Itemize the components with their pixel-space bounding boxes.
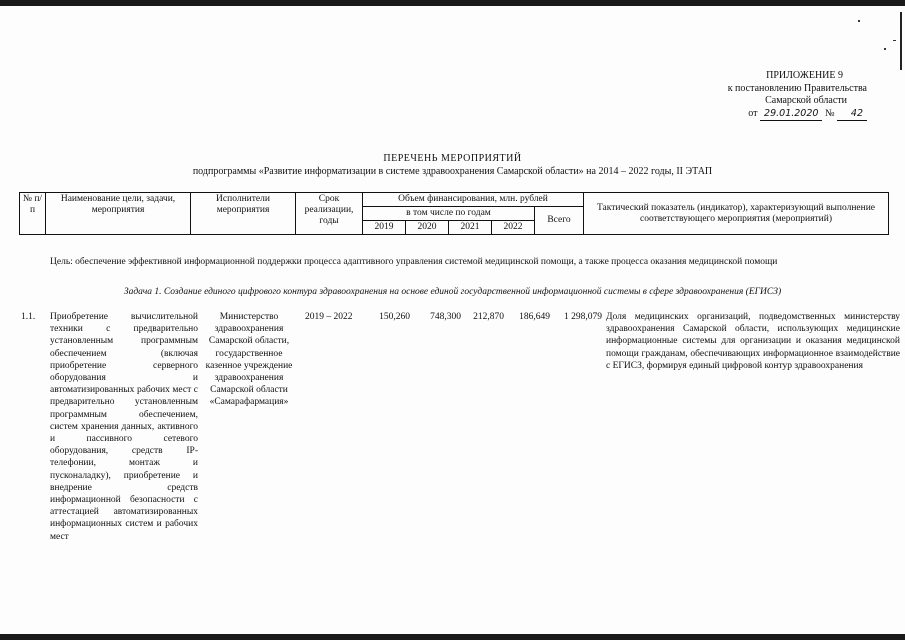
task-line: [0, 287, 905, 297]
header-indicator: Тактический показатель (индикатор), характеризующий выполнение соответствующего мероприятия (мероприятий): [584, 193, 889, 235]
row-value-total: 1 298,079: [564, 312, 602, 322]
appendix-line-1: к постановлению Правительства: [727, 82, 867, 94]
row-value-2020: 748,300: [430, 312, 461, 322]
header-total: Всего: [535, 207, 584, 235]
header-year-2021: 2021: [449, 221, 492, 235]
appendix-date: 29.01.2020: [760, 108, 822, 122]
row-value-2022: 186,649: [519, 312, 550, 322]
scan-bottom-border: [0, 634, 905, 640]
task-text: Создание единого цифрового контура здравоохранения на основе единой государственной информационной системы в сфере здравоохранения (ЕГИСЗ): [163, 287, 782, 297]
appendix-title: ПРИЛОЖЕНИЕ 9: [766, 70, 843, 81]
scan-right-mark: [900, 12, 902, 70]
scan-speck: [884, 48, 886, 50]
appendix-number-label: №: [824, 107, 835, 119]
task-label: Задача 1.: [123, 287, 162, 297]
appendix-from-label: от: [748, 107, 758, 119]
scan-speck: [858, 20, 860, 22]
appendix-signature-line: [728, 108, 867, 122]
row-indicator: Доля медицинских организаций, подведомственных министерству здравоохранения Самарской области, использующих медицинские информационные системы для организации и оказания медицинской помощи гражданам, обеспечивающих информационное взаимодействие с ЕГИСЗ, формируя единый цифровой контур здравоохранения: [606, 312, 900, 371]
header-term: Срок реализации, годы: [296, 193, 363, 235]
scan-speck: [893, 40, 896, 41]
scan-top-border: [0, 0, 905, 6]
document-title: ПЕРЕЧЕНЬ МЕРОПРИЯТИЙ: [383, 153, 522, 164]
header-num: № п/п: [20, 193, 46, 235]
row-number: 1.1.: [21, 312, 36, 322]
appendix-line-2: Самарской области: [765, 95, 847, 106]
header-year-2020: 2020: [406, 221, 449, 235]
appendix-number: 42: [837, 108, 867, 122]
row-term: 2019 – 2022: [305, 312, 353, 322]
goal-text: Цель: обеспечение эффективной информационной поддержки процесса адаптивного управления системой медицинской помощи, а также процесса оказания медицинской помощи: [50, 257, 778, 267]
header-table: [19, 192, 889, 235]
appendix-block: [728, 70, 867, 121]
document-subtitle: подпрограммы «Развитие информатизации в системе здравоохранения Самарской области» на 2014 – 2022 годы, II ЭТАП: [192, 166, 713, 177]
document-title-block: [0, 152, 905, 178]
row-value-2021: 212,870: [473, 312, 504, 322]
header-name: Наименование цели, задачи, мероприятия: [46, 193, 191, 235]
header-funding: Объем финансирования, млн. рублей: [363, 193, 584, 207]
header-executors: Исполнители мероприятия: [191, 193, 296, 235]
row-value-2019: 150,260: [379, 312, 410, 322]
header-year-2022: 2022: [492, 221, 535, 235]
header-year-2019: 2019: [363, 221, 406, 235]
row-executors: Министерство здравоохранения Самарской области, государственное казенное учреждение здравоохранения Самарской области «Самарафармация»: [205, 312, 293, 408]
row-measure-name: Приобретение вычислительной техники с предварительно установленным программным обеспечением (включая приобретение серверного оборудования и автоматизированных рабочих мест с предварительно установленным программным обеспечением, систем хранения данных, активного и пассивного сетевого оборудования, средств IP-телефонии, монтаж и пусконаладку), приобретение и внедрение средств информационной безопасности с аттестацией автоматизированных информационных систем и рабочих мест: [50, 312, 198, 542]
header-by-years: в том числе по годам: [363, 207, 535, 221]
